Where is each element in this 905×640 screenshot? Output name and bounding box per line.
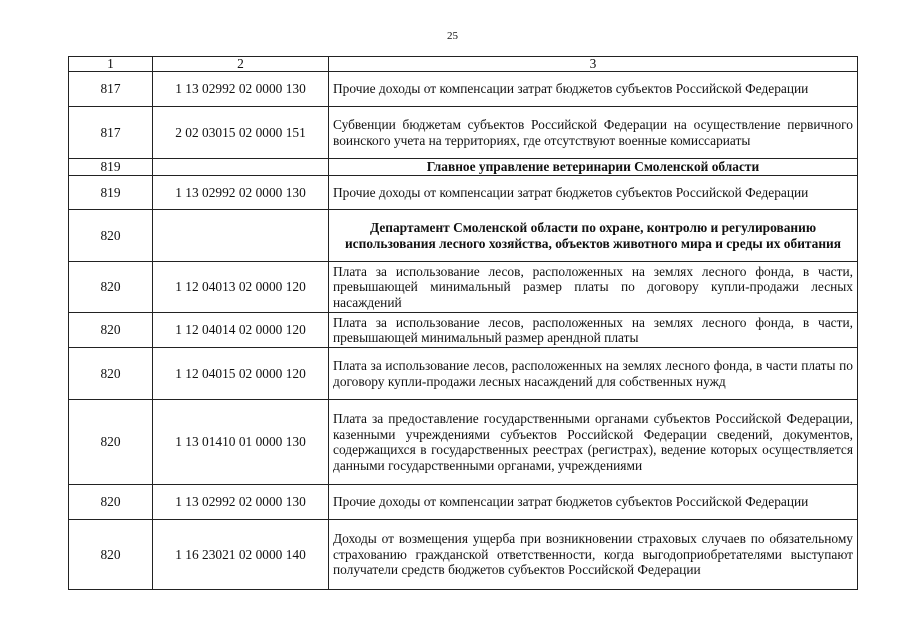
table-row xyxy=(69,176,858,210)
section-header-row xyxy=(69,210,858,262)
table-row xyxy=(69,107,858,159)
budget-classification-code: 1 13 02992 02 0000 130 xyxy=(153,72,329,107)
column-number-3: 3 xyxy=(329,57,858,72)
table-row xyxy=(69,262,858,313)
budget-classification-code: 1 12 04014 02 0000 120 xyxy=(153,313,329,348)
budget-classification-code: 1 13 02992 02 0000 130 xyxy=(153,485,329,520)
admin-code: 817 xyxy=(69,107,153,159)
table-row xyxy=(69,313,858,348)
income-description: Прочие доходы от компенсации затрат бюджетов субъектов Российской Федерации xyxy=(329,72,858,107)
admin-code: 820 xyxy=(69,348,153,400)
admin-code: 820 xyxy=(69,313,153,348)
admin-code: 817 xyxy=(69,72,153,107)
administrator-title: Департамент Смоленской области по охране, контролю и регулированию использования лесного хозяйства, объектов животного мира и среды их обитания xyxy=(329,210,858,262)
income-description: Прочие доходы от компенсации затрат бюджетов субъектов Российской Федерации xyxy=(329,176,858,210)
budget-classification-code: 2 02 03015 02 0000 151 xyxy=(153,107,329,159)
column-number-1: 1 xyxy=(69,57,153,72)
income-description: Доходы от возмещения ущерба при возникновении страховых случаев по обязательному страхованию гражданской ответственности, когда выгодоприобретателями выступают получатели средств бюджетов субъектов Российской Федерации xyxy=(329,520,858,590)
admin-code: 820 xyxy=(69,485,153,520)
budget-classification-code: 1 12 04013 02 0000 120 xyxy=(153,262,329,313)
section-header-row xyxy=(69,159,858,176)
budget-classification-code: 1 13 01410 01 0000 130 xyxy=(153,400,329,485)
budget-classification-code: 1 13 02992 02 0000 130 xyxy=(153,176,329,210)
table-row xyxy=(69,520,858,590)
budget-classification-code xyxy=(153,159,329,176)
page-number: 25 xyxy=(447,30,458,42)
table-row xyxy=(69,400,858,485)
income-description: Плата за использование лесов, расположенных на землях лесного фонда, в части, превышающей минимальный размер арендной платы xyxy=(329,313,858,348)
income-description: Прочие доходы от компенсации затрат бюджетов субъектов Российской Федерации xyxy=(329,485,858,520)
column-number-2: 2 xyxy=(153,57,329,72)
income-codes-table xyxy=(68,56,858,590)
admin-code: 819 xyxy=(69,159,153,176)
admin-code: 819 xyxy=(69,176,153,210)
table-row xyxy=(69,485,858,520)
table-row xyxy=(69,348,858,400)
income-description: Плата за использование лесов, расположенных на землях лесного фонда, в части платы по договору купли-продажи лесных насаждений для собственных нужд xyxy=(329,348,858,400)
budget-classification-code: 1 12 04015 02 0000 120 xyxy=(153,348,329,400)
table-row xyxy=(69,72,858,107)
admin-code: 820 xyxy=(69,400,153,485)
admin-code: 820 xyxy=(69,520,153,590)
admin-code: 820 xyxy=(69,210,153,262)
column-number-row xyxy=(69,57,858,72)
income-description: Субвенции бюджетам субъектов Российской Федерации на осуществление первичного воинского учета на территориях, где отсутствуют военные комиссариаты xyxy=(329,107,858,159)
budget-classification-code: 1 16 23021 02 0000 140 xyxy=(153,520,329,590)
income-description: Плата за предоставление государственными органами субъектов Российской Федерации, казенными учреждениями субъектов Российской Федерации сведений, документов, содержащихся в государственных реестрах (регистрах), ведение которых осуществляется данными государственными органами, учреждениями xyxy=(329,400,858,485)
admin-code: 820 xyxy=(69,262,153,313)
budget-classification-code xyxy=(153,210,329,262)
income-description: Плата за использование лесов, расположенных на землях лесного фонда, в части, превышающей минимальный размер платы по договору купли-продажи лесных насаждений xyxy=(329,262,858,313)
administrator-title: Главное управление ветеринарии Смоленской области xyxy=(329,159,858,176)
